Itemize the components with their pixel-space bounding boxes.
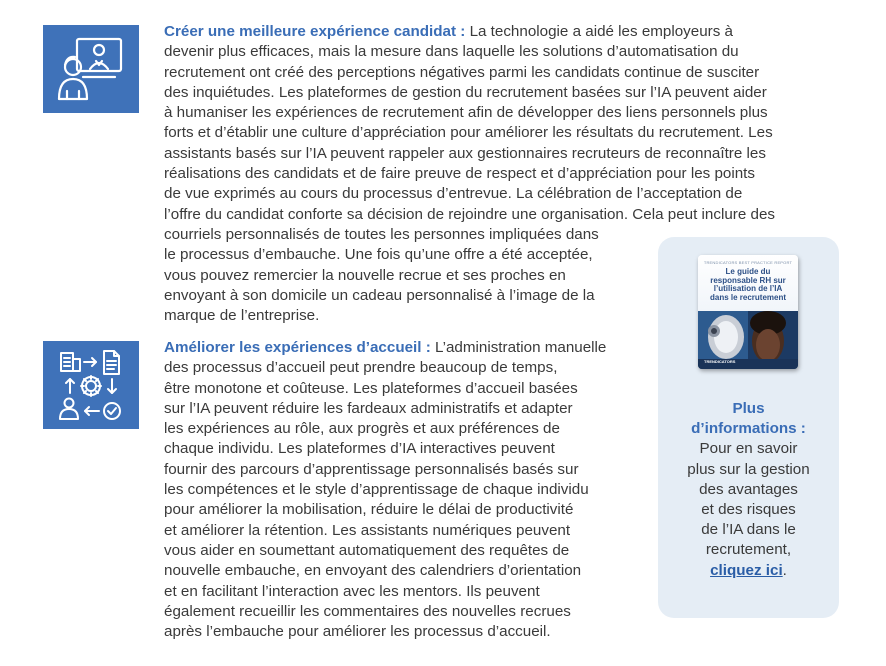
text-line: l’offre du candidat conforte sa décision de rejoindre une organisation. Cela peut inclure des [164, 205, 775, 223]
text-line: réalisations des candidats et de faire preuve de respect et d’appréciation pour les points [164, 165, 755, 183]
text-line: des processus d’accueil peut prendre beaucoup de temps, [164, 359, 558, 377]
guide-title-line: Le guide du [725, 267, 771, 276]
text-line: et améliorer la rétention. Les assistants numériques peuvent [164, 521, 571, 539]
text-line: sur l’IA peuvent réduire les fardeaux administratifs et adapter [164, 399, 573, 417]
text-line: les expériences au rôle, aux progrès et aux préférences de [164, 420, 560, 438]
text-line: de vue exprimés au cours du processus d’entrevue. La célébration de l’acceptation de [164, 185, 743, 203]
text-line: à humaniser les expériences de recrutement afin de développer des liens personnels plus [164, 104, 768, 122]
guide-cover-kicker: TRENDICATORS BEST PRACTICE REPORT [703, 260, 793, 265]
text-line: le processus d’embauche. Une fois qu’une offre a été acceptée, [164, 246, 593, 264]
body-line: de l’IA dans le [701, 521, 796, 539]
text-line: être monotone et coûteuse. Les plateformes d’accueil basées [164, 379, 578, 397]
more-info-text [658, 399, 839, 581]
text-line: courriels personnalisés de toutes les personnes impliquées dans [164, 225, 599, 243]
text-line: marque de l’entreprise. [164, 307, 320, 325]
text-line: forts et d’établir une culture d’appréciation pour améliorer les résultats du recrutement. Les [164, 124, 773, 142]
body-line: et des risques [701, 501, 796, 519]
body-line: des avantages [699, 480, 798, 498]
guide-cover-header [698, 255, 798, 311]
more-info-sidebar [658, 237, 839, 618]
guide-title-line: dans le recrutement [709, 292, 787, 302]
guide-cover-logo: TRENDICATORS [704, 359, 736, 364]
guide-report-cover[interactable] [698, 255, 798, 369]
guide-title-line: l’utilisation de l’IA [713, 284, 783, 294]
video-interview-icon [43, 25, 139, 113]
guide-title-line: responsable RH sur [710, 275, 786, 285]
click-here-link[interactable]: cliquez ici [710, 561, 783, 579]
text-line: nouvelle embauche, en envoyant des calendriers d’orientation [164, 562, 582, 580]
onboarding-experience-paragraph [164, 338, 606, 642]
text-line: L’administration manuelle [430, 339, 607, 356]
text-line: devenir plus efficaces, mais la mesure dans laquelle les solutions d’automatisation du [164, 43, 739, 61]
text-line: les compétences et le style d’apprentissage de chaque individu [164, 481, 589, 499]
heading-line: Plus [732, 400, 765, 417]
text-line: pour améliorer la mobilisation, réduire le délai de productivité [164, 501, 574, 519]
body-line: plus sur la gestion [687, 460, 810, 478]
text-line: des inquiétudes. Les plateformes de gestion du recrutement basées sur l’IA peuvent aider [164, 83, 767, 101]
onboarding-process-icon [43, 341, 139, 429]
text-line: fournir des parcours d’apprentissage personnalisés basés sur [164, 460, 579, 478]
text-line: et en facilitant l’interaction avec les mentors. Ils peuvent [164, 582, 540, 600]
text-line: envoyant à son domicile un cadeau personnalisé à l’image de la [164, 286, 595, 304]
candidate-experience-heading: Créer une meilleure expérience candidat : [164, 23, 466, 40]
guide-cover-title [698, 268, 798, 302]
heading-line: d’informations : [691, 420, 806, 438]
body-line: Pour en savoir [699, 440, 798, 458]
text-line: assistants basés sur l’IA peuvent rappeler aux gestionnaires recruteurs de reconnaître les [164, 144, 766, 162]
text-line: chaque individu. Les plateformes d’IA interactives peuvent [164, 440, 555, 458]
text-line: recrutement ont créé des perceptions négatives parmi les candidats continue de susciter [164, 63, 760, 81]
more-info-heading [658, 399, 839, 439]
onboarding-experience-heading: Améliorer les expériences d’accueil : [164, 339, 431, 356]
text-line: vous pouvez remercier la nouvelle recrue et ses proches en [164, 266, 566, 284]
text-line: La technologie a aidé les employeurs à [465, 23, 733, 40]
text-line: également recueillir les commentaires des nouvelles recrues [164, 602, 571, 620]
text-line: après l’embauche pour améliorer les processus d’accueil. [164, 623, 551, 641]
body-line: recrutement, [705, 541, 792, 559]
link-period: . [782, 561, 787, 579]
text-line: vous aider en soumettant automatiquement des requêtes de [164, 541, 570, 559]
